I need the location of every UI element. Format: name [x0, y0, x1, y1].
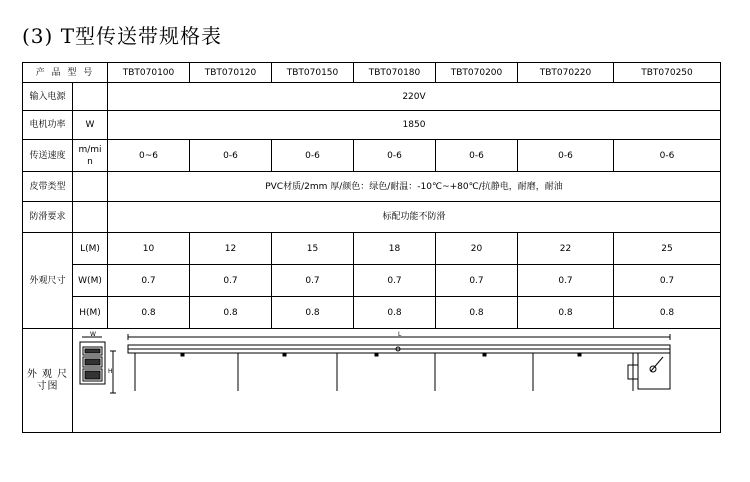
- antislip-label: 防滑要求: [23, 202, 73, 233]
- height-row: [23, 297, 721, 329]
- speed-unit: [73, 140, 108, 172]
- length-unit: L(M): [73, 233, 108, 265]
- motor-unit: W: [73, 111, 108, 140]
- width-value: 0.7: [436, 265, 518, 297]
- dim-w-label: W: [90, 331, 96, 338]
- length-value: 18: [354, 233, 436, 265]
- model-cell: TBT070120: [190, 63, 272, 83]
- dims-label: 外观尺寸: [23, 233, 73, 329]
- length-value: 10: [108, 233, 190, 265]
- height-unit: H(M): [73, 297, 108, 329]
- dim-h-label: H: [108, 368, 113, 375]
- belt-value: PVC材质/2mm 厚/颜色：绿色/耐温：-10℃~+80℃/抗静电，耐磨，耐油: [108, 172, 721, 202]
- drawing-label: 外 观 尺 寸图: [23, 329, 73, 433]
- width-value: 0.7: [614, 265, 721, 297]
- page-title: (3) T型传送带规格表: [22, 24, 223, 48]
- speed-value: 0-6: [272, 140, 354, 172]
- width-value: 0.7: [190, 265, 272, 297]
- length-value: 20: [436, 233, 518, 265]
- length-row: [23, 233, 721, 265]
- model-cell: TBT070100: [108, 63, 190, 83]
- motor-label: 电机功率: [23, 111, 73, 140]
- speed-value: 0~6: [108, 140, 190, 172]
- model-cell: TBT070200: [436, 63, 518, 83]
- antislip-unit: [73, 202, 108, 233]
- model-cell: TBT070180: [354, 63, 436, 83]
- width-value: 0.7: [272, 265, 354, 297]
- dimension-drawing-cell: [73, 329, 721, 433]
- speed-value: 0-6: [354, 140, 436, 172]
- belt-unit: [73, 172, 108, 202]
- height-value: 0.8: [614, 297, 721, 329]
- belt-row: [23, 172, 721, 202]
- length-value: 12: [190, 233, 272, 265]
- speed-unit-line2: n: [87, 156, 93, 167]
- width-unit: W(M): [73, 265, 108, 297]
- speed-value: 0-6: [614, 140, 721, 172]
- model-header-label: 产 品 型 号: [23, 63, 108, 83]
- spec-table: [22, 62, 721, 433]
- width-value: 0.7: [518, 265, 614, 297]
- height-value: 0.8: [108, 297, 190, 329]
- speed-label: 传送速度: [23, 140, 73, 172]
- speed-unit-line1: m/mi: [78, 144, 102, 155]
- height-value: 0.8: [354, 297, 436, 329]
- power-row: [23, 83, 721, 111]
- height-value: 0.8: [518, 297, 614, 329]
- width-value: 0.7: [108, 265, 190, 297]
- power-label: 输入电源: [23, 83, 73, 111]
- model-cell: TBT070150: [272, 63, 354, 83]
- antislip-value: 标配功能不防滑: [108, 202, 721, 233]
- length-value: 25: [614, 233, 721, 265]
- drawing-row: [23, 329, 721, 433]
- height-value: 0.8: [436, 297, 518, 329]
- model-cell: TBT070250: [614, 63, 721, 83]
- length-value: 22: [518, 233, 614, 265]
- length-value: 15: [272, 233, 354, 265]
- dim-l-label: L: [398, 331, 402, 338]
- motor-value: 1850: [108, 111, 721, 140]
- antislip-row: [23, 202, 721, 233]
- height-value: 0.8: [272, 297, 354, 329]
- width-row: [23, 265, 721, 297]
- height-value: 0.8: [190, 297, 272, 329]
- speed-value: 0-6: [190, 140, 272, 172]
- model-cell: TBT070220: [518, 63, 614, 83]
- motor-row: [23, 111, 721, 140]
- header-row: [23, 63, 721, 83]
- speed-value: 0-6: [518, 140, 614, 172]
- width-value: 0.7: [354, 265, 436, 297]
- speed-value: 0-6: [436, 140, 518, 172]
- speed-row: [23, 140, 721, 172]
- power-unit: [73, 83, 108, 111]
- conveyor-drawing: [73, 329, 719, 431]
- belt-label: 皮带类型: [23, 172, 73, 202]
- power-value: 220V: [108, 83, 721, 111]
